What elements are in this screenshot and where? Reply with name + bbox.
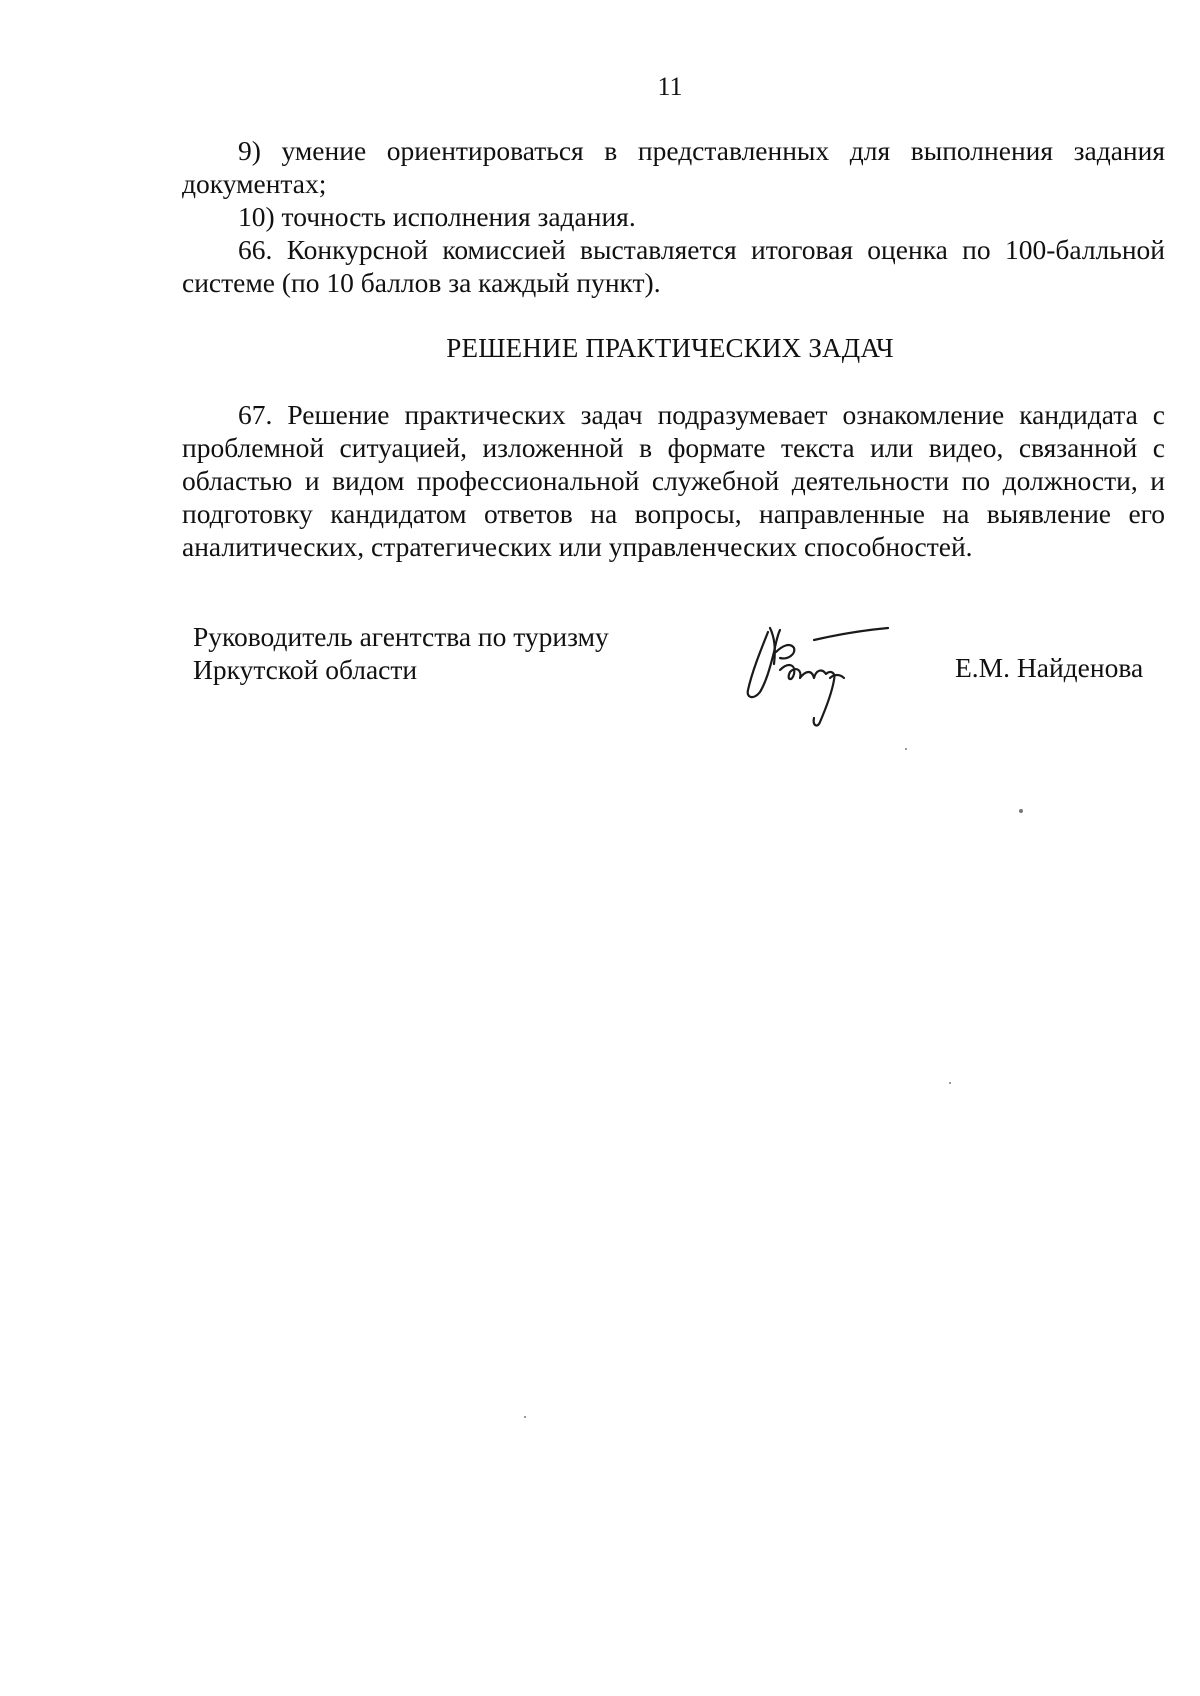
section-heading: РЕШЕНИЕ ПРАКТИЧЕСКИХ ЗАДАЧ xyxy=(446,333,894,363)
signatory-position-line-2: Иркутской области xyxy=(193,654,418,685)
paragraph-block-67 xyxy=(182,398,1165,563)
page-number: 11 xyxy=(657,72,683,101)
scan-speck xyxy=(1019,809,1023,813)
list-item-9: 9) умение ориентироваться в представленных для выполнения задания документах; xyxy=(182,135,1165,199)
signatory-name: Е.М. Найденова xyxy=(955,652,1144,683)
handwritten-signature xyxy=(730,612,890,732)
scan-speck xyxy=(524,1416,526,1418)
signatory-position xyxy=(193,620,609,686)
list-item-10: 10) точность исполнения задания. xyxy=(238,201,636,232)
signatory-position-line-1: Руководитель агентства по туризму xyxy=(193,621,609,652)
paragraph-67: 67. Решение практических задач подразумевает ознакомление кандидата с проблемной ситуацией, изложенной в формате текста или видео, связанной с областью и видом профессиональной служебной деятельности по должности, и подготовку кандидатом ответов на вопросы, направленные на выявление его аналитических, стратегических или управленческих способностей. xyxy=(182,399,1165,562)
scan-speck xyxy=(905,748,907,750)
paragraph-66: 66. Конкурсной комиссией выставляется итоговая оценка по 100-балльной системе (по 10 баллов за каждый пункт). xyxy=(182,234,1165,298)
scan-speck xyxy=(949,1082,951,1084)
list-block xyxy=(182,134,1165,299)
